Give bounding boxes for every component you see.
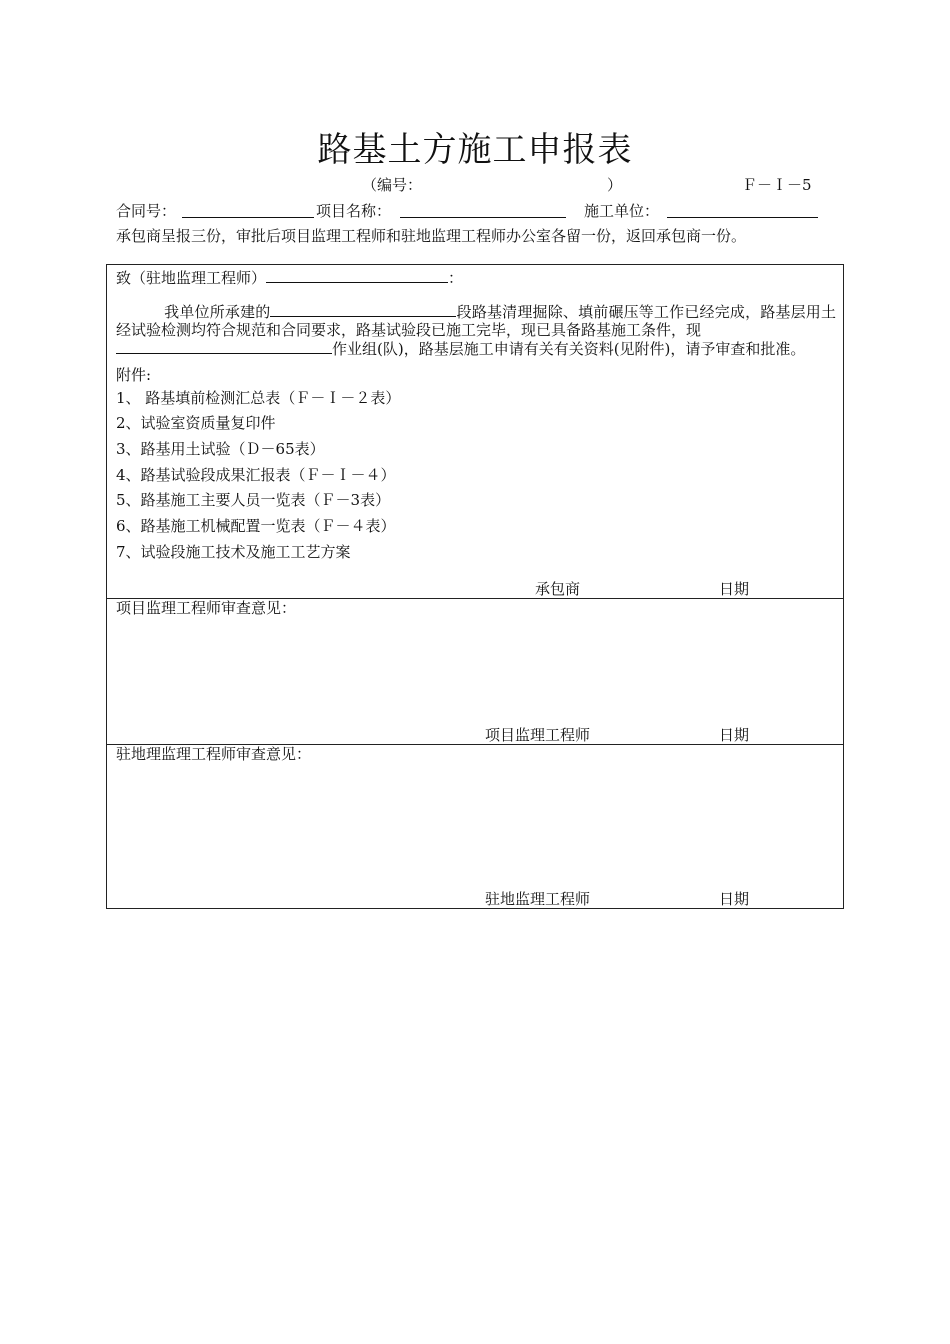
construction-unit-field[interactable]	[667, 203, 818, 218]
contractor-signature-label: 承包商	[535, 580, 581, 598]
form-number-close: ）	[607, 176, 623, 194]
attachment-item: 4、路基试验段成果汇报表（Ｆ－Ｉ－４）	[116, 466, 396, 484]
addressee-label	[116, 268, 463, 286]
attachment-item: 1、 路基填前检测汇总表（Ｆ－Ｉ－２表）	[116, 389, 401, 407]
contract-number-label: 合同号：	[116, 202, 177, 220]
project-supervisor-opinion-label: 项目监理工程师审查意见：	[116, 599, 297, 617]
body-part-1: 我单位所承建的	[164, 303, 271, 321]
resident-supervisor-date-label: 日期	[719, 890, 750, 908]
attachment-item: 2、试验室资质量复印件	[116, 414, 276, 432]
construction-unit-label: 施工单位：	[584, 202, 660, 220]
addressee-prefix: 致（驻地监理工程师）	[116, 269, 267, 287]
body-part-2: 段路基清理掘除、填前碾压等工作已经完成，路基层用土经试验检测均符合规范和合同要求，路基试验段已施工完毕，现已具备路基施工条件，现	[116, 303, 836, 339]
page-title: 路基土方施工申报表	[317, 130, 633, 170]
attachment-item: 3、路基用土试验（Ｄ－65表）	[116, 440, 325, 458]
project-supervisor-date-label: 日期	[719, 726, 750, 744]
contractor-date-label: 日期	[719, 580, 750, 598]
form-code: Ｆ－Ｉ－5	[742, 176, 812, 194]
project-name-label: 项目名称：	[316, 202, 392, 220]
project-supervisor-signature-label: 项目监理工程师	[485, 726, 591, 744]
attachment-item: 6、路基施工机械配置一览表（Ｆ－４表）	[116, 517, 396, 535]
addressee-field[interactable]	[266, 268, 448, 283]
resident-supervisor-opinion-label: 驻地理监理工程师审查意见：	[116, 745, 312, 763]
attachment-item: 5、路基施工主要人员一览表（Ｆ－3表）	[116, 491, 391, 509]
contract-number-field[interactable]	[182, 203, 314, 218]
attachment-item: 7、试验段施工技术及施工工艺方案	[116, 543, 351, 561]
instruction-text: 承包商呈报三份，审批后项目监理工程师和驻地监理工程师办公室各留一份，返回承包商一份。	[116, 227, 747, 245]
addressee-colon: ：	[448, 269, 464, 287]
body-part-3: 作业组(队)，路基层施工申请有关有关资料(见附件)，请予审查和批准。	[332, 340, 806, 358]
project-name-field[interactable]	[400, 203, 566, 218]
application-body	[116, 302, 836, 358]
section-name-field[interactable]	[270, 302, 456, 317]
attachments-label: 附件:	[116, 366, 152, 384]
work-team-field[interactable]	[116, 339, 332, 354]
resident-supervisor-signature-label: 驻地监理工程师	[485, 890, 591, 908]
form-number-label: （编号：	[362, 176, 423, 194]
